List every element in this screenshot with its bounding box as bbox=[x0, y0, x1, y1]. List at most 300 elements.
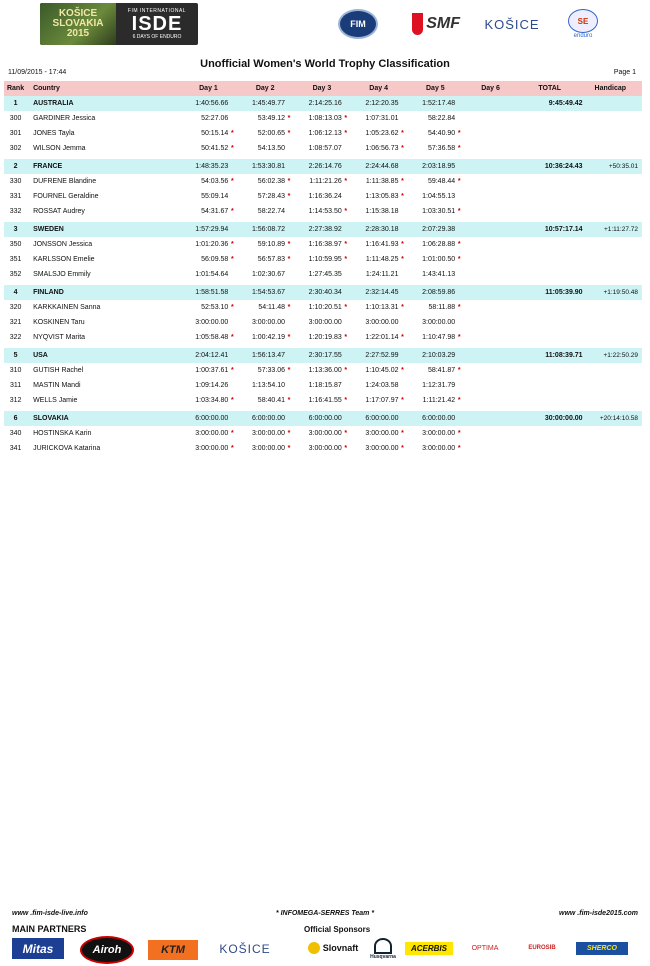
rider-day-time bbox=[237, 363, 294, 378]
rider-row bbox=[4, 237, 642, 252]
rider-row bbox=[4, 426, 642, 441]
rider-day-time bbox=[294, 363, 351, 378]
rider-day-value: 1:06:56.73 bbox=[365, 145, 399, 152]
rider-day-time bbox=[237, 189, 294, 204]
rider-row bbox=[4, 141, 642, 156]
team-day-time bbox=[351, 285, 408, 300]
counting-time-asterisk: * bbox=[230, 256, 234, 263]
counting-time-asterisk: * bbox=[230, 367, 234, 374]
rider-handicap bbox=[583, 426, 642, 441]
rider-day-value: 52:27.06 bbox=[201, 115, 229, 122]
rider-number: 352 bbox=[9, 271, 22, 278]
slovnaft-dot-icon bbox=[308, 942, 320, 954]
team-day-value: 2:07:29.38 bbox=[422, 226, 456, 233]
rider-day-time bbox=[294, 441, 351, 456]
team-day-value: 1:57:29.94 bbox=[195, 226, 229, 233]
rider-day-time bbox=[294, 189, 351, 204]
column-header: Day 5 bbox=[407, 81, 464, 96]
counting-time-asterisk: * bbox=[457, 256, 461, 263]
team-rank: 4 bbox=[4, 285, 27, 300]
rider-day-time bbox=[237, 441, 294, 456]
counting-time-asterisk: * bbox=[401, 430, 404, 437]
rider-day-time bbox=[181, 141, 238, 156]
team-day-value: 1:48:35.23 bbox=[195, 163, 229, 170]
kosice-logo: KOŠICE bbox=[484, 16, 540, 32]
team-day-value: 1:53:30.81 bbox=[251, 163, 286, 170]
rider-day-time bbox=[351, 189, 408, 204]
rider-total bbox=[517, 441, 583, 456]
rider-day-time bbox=[237, 141, 294, 156]
rider-number: 311 bbox=[9, 382, 22, 389]
rider-day-value: 55:09.14 bbox=[201, 193, 229, 200]
counting-time-asterisk: * bbox=[401, 130, 404, 137]
isde-logo-fim: FIM INTERNATIONAL bbox=[127, 8, 187, 14]
rider-number: 300 bbox=[9, 115, 22, 122]
isde-logo-brand: ISDE bbox=[131, 13, 183, 35]
footer-team: * INFOMEGA-SERRES Team * bbox=[275, 910, 375, 917]
rider-day-value: 57:36.58 bbox=[427, 145, 456, 152]
rider-day6 bbox=[464, 111, 517, 126]
rider-day-time bbox=[294, 126, 351, 141]
rider-day-value: 3:00:00.00 bbox=[195, 445, 229, 452]
counting-time-asterisk: * bbox=[230, 178, 234, 185]
rider-day-value: 1:15:38.18 bbox=[365, 208, 399, 215]
rider-day-value: 3:00:00.00 bbox=[251, 430, 286, 437]
column-header: Handicap bbox=[583, 81, 642, 96]
counting-time-asterisk: * bbox=[287, 256, 291, 263]
team-day6 bbox=[464, 348, 517, 363]
rider-day-time bbox=[237, 378, 294, 393]
rider-day-value: 1:16:41.55 bbox=[308, 397, 342, 404]
rider-day-time bbox=[181, 252, 238, 267]
rider-day-time bbox=[351, 393, 408, 408]
rider-day-time bbox=[181, 363, 238, 378]
team-day-value: 1:58:51.58 bbox=[195, 289, 229, 296]
rider-day-time bbox=[407, 393, 464, 408]
counting-time-asterisk: * bbox=[287, 430, 291, 437]
team-day6 bbox=[464, 159, 517, 174]
team-day-value: 2:30:40.34 bbox=[308, 289, 342, 296]
rider-day-value: 1:13:05.83 bbox=[365, 193, 399, 200]
rider-day-value: 58:22.84 bbox=[427, 115, 456, 122]
rider-day6 bbox=[464, 393, 517, 408]
team-handicap: +50:35.01 bbox=[583, 159, 642, 174]
official-sponsors-label: Official Sponsors bbox=[304, 925, 371, 934]
team-row bbox=[4, 348, 642, 363]
rider-day-value: 53:49.12 bbox=[257, 115, 286, 122]
fim-logo: FIM bbox=[338, 8, 378, 40]
team-row bbox=[4, 285, 642, 300]
rider-total bbox=[517, 363, 583, 378]
rider-total bbox=[517, 237, 583, 252]
rider-day-value: 1:02:30.67 bbox=[251, 271, 286, 278]
rider-row bbox=[4, 267, 642, 282]
team-day-value: 6:00:00.00 bbox=[422, 415, 456, 422]
rider-handicap bbox=[583, 141, 642, 156]
rider-day-value: 1:13:36.00 bbox=[308, 367, 342, 374]
team-row bbox=[4, 96, 642, 111]
rider-handicap bbox=[583, 252, 642, 267]
rider-day-value: 56:09.58 bbox=[201, 256, 229, 263]
rider-day-value: 1:12:31.79 bbox=[422, 382, 456, 389]
rider-day-value: 3:00:00.00 bbox=[365, 319, 399, 326]
rider-number: 340 bbox=[9, 430, 22, 437]
team-total: 10:36:24.43 bbox=[517, 159, 583, 174]
rider-name: ROSSAT Audrey bbox=[33, 208, 85, 215]
rider-day-value: 1:11:21.26 bbox=[309, 178, 342, 185]
team-day-value: 1:56:08.72 bbox=[251, 226, 286, 233]
rider-day-value: 1:24:11.21 bbox=[365, 271, 399, 278]
rider-row bbox=[4, 126, 642, 141]
counting-time-asterisk: * bbox=[401, 145, 404, 152]
rider-name: KARKKAINEN Sanna bbox=[33, 304, 101, 311]
rider-handicap bbox=[583, 237, 642, 252]
rider-row bbox=[4, 204, 642, 219]
rider-day-value: 3:00:00.00 bbox=[422, 445, 456, 452]
rider-handicap bbox=[583, 204, 642, 219]
counting-time-asterisk: * bbox=[287, 334, 291, 341]
rider-day-time bbox=[181, 126, 238, 141]
rider-day-value: 52:00.65 bbox=[257, 130, 286, 137]
rider-day-time bbox=[294, 315, 351, 330]
team-day-time bbox=[351, 348, 408, 363]
counting-time-asterisk: * bbox=[344, 430, 348, 437]
rider-day-time bbox=[181, 378, 238, 393]
rider-day-value: 54:11.48 bbox=[258, 304, 286, 311]
team-day-time bbox=[294, 411, 351, 426]
rider-day-time bbox=[237, 204, 294, 219]
rider-day-time bbox=[237, 111, 294, 126]
rider-day-value: 1:11:38.85 bbox=[365, 178, 399, 185]
team-day-value: 6:00:00.00 bbox=[308, 415, 342, 422]
rider-day6 bbox=[464, 426, 517, 441]
rider-day-value: 1:17:07.97 bbox=[365, 397, 399, 404]
rider-day-time bbox=[181, 174, 238, 189]
rider-day-time bbox=[407, 252, 464, 267]
counting-time-asterisk: * bbox=[230, 130, 234, 137]
rider-name: NYQVIST Marita bbox=[33, 334, 86, 341]
rider-handicap bbox=[583, 315, 642, 330]
rider-day-time bbox=[294, 252, 351, 267]
rider-day-time bbox=[294, 111, 351, 126]
counting-time-asterisk: * bbox=[287, 193, 291, 200]
rider-day-value: 1:16:36.24 bbox=[308, 193, 342, 200]
team-day-time bbox=[294, 348, 351, 363]
counting-time-asterisk: * bbox=[287, 178, 291, 185]
rider-day6 bbox=[464, 300, 517, 315]
live-link[interactable]: www .fim-isde-live.info bbox=[12, 910, 88, 917]
team-day-value: 1:52:17.48 bbox=[422, 100, 456, 107]
counting-time-asterisk: * bbox=[457, 130, 461, 137]
rider-day-time bbox=[237, 393, 294, 408]
counting-time-asterisk: * bbox=[457, 397, 461, 404]
column-header: Day 6 bbox=[464, 81, 517, 96]
rider-name: HOSTINSKA Karin bbox=[33, 430, 92, 437]
rider-day6 bbox=[464, 267, 517, 282]
team-day-value: 2:27:38.92 bbox=[308, 226, 342, 233]
rider-day-value: 1:01:54.64 bbox=[195, 271, 229, 278]
ktm-logo: KTM bbox=[148, 940, 198, 960]
team-rank: 6 bbox=[4, 411, 27, 426]
rider-day6 bbox=[464, 204, 517, 219]
rider-handicap bbox=[583, 330, 642, 345]
report-date: 11/09/2015 - 17:44 bbox=[8, 69, 67, 76]
rider-day-time bbox=[407, 204, 464, 219]
rider-day-value: 54:13.50 bbox=[257, 145, 286, 152]
rider-day-value: 1:10:45.02 bbox=[365, 367, 399, 374]
rider-day-value: 1:10:20.51 bbox=[308, 304, 342, 311]
team-day-time bbox=[407, 411, 464, 426]
team-total: 30:00:00.00 bbox=[517, 411, 583, 426]
eurosib-logo: EUROSIB bbox=[528, 945, 556, 951]
slovak-enduro-logo: SE enduro bbox=[563, 8, 603, 40]
rider-day-time bbox=[407, 141, 464, 156]
counting-time-asterisk: * bbox=[230, 208, 234, 215]
team-day-time bbox=[181, 285, 238, 300]
team-day-value: 1:54:53.67 bbox=[251, 289, 286, 296]
rider-day-value: 1:08:13.03 bbox=[308, 115, 342, 122]
rider-day-value: 1:00:37.61 bbox=[195, 367, 229, 374]
team-day-time bbox=[237, 348, 294, 363]
rider-day-time bbox=[351, 126, 408, 141]
rider-day-value: 54:31.67 bbox=[201, 208, 229, 215]
team-day-value: 2:28:30.18 bbox=[365, 226, 399, 233]
rider-day-value: 3:00:00.00 bbox=[365, 430, 399, 437]
rider-day-time bbox=[407, 237, 464, 252]
rider-day-value: 3:00:00.00 bbox=[195, 319, 229, 326]
rider-row bbox=[4, 315, 642, 330]
counting-time-asterisk: * bbox=[287, 115, 291, 122]
team-day-value: 1:40:56.66 bbox=[195, 100, 229, 107]
rider-day-time bbox=[237, 315, 294, 330]
counting-time-asterisk: * bbox=[344, 208, 348, 215]
rider-day-value: 1:27:45.35 bbox=[308, 271, 342, 278]
rider-day-time bbox=[181, 315, 238, 330]
team-rank: 3 bbox=[4, 222, 27, 237]
rider-day-time bbox=[181, 300, 238, 315]
rider-day-value: 58:41.87 bbox=[427, 367, 456, 374]
team-day-time bbox=[407, 285, 464, 300]
team-day-time bbox=[407, 159, 464, 174]
counting-time-asterisk: * bbox=[401, 367, 404, 374]
rider-day-value: 1:08:57.07 bbox=[308, 145, 342, 152]
slovak-shield-icon bbox=[412, 13, 423, 35]
rider-total bbox=[517, 393, 583, 408]
rider-day-time bbox=[351, 204, 408, 219]
rider-day-value: 1:06:12.13 bbox=[308, 130, 342, 137]
rider-number: 330 bbox=[9, 178, 22, 185]
rider-day-value: 1:24:03.58 bbox=[365, 382, 399, 389]
rider-day-time bbox=[294, 426, 351, 441]
rider-day-value: 3:00:00.00 bbox=[308, 430, 342, 437]
rider-total bbox=[517, 267, 583, 282]
rider-day-value: 1:16:38.97 bbox=[308, 241, 342, 248]
counting-time-asterisk: * bbox=[457, 430, 461, 437]
rider-day-time bbox=[294, 141, 351, 156]
team-day-value: 2:30:17.55 bbox=[308, 352, 342, 359]
rider-day-time bbox=[181, 426, 238, 441]
rider-total bbox=[517, 111, 583, 126]
rider-day-time bbox=[237, 300, 294, 315]
counting-time-asterisk: * bbox=[401, 304, 404, 311]
counting-time-asterisk: * bbox=[457, 304, 461, 311]
rider-day-value: 3:00:00.00 bbox=[251, 445, 286, 452]
team-day6 bbox=[464, 96, 517, 111]
rider-day6 bbox=[464, 252, 517, 267]
counting-time-asterisk: * bbox=[230, 334, 234, 341]
rider-day-time bbox=[237, 174, 294, 189]
slovnaft-logo: Slovnaft bbox=[305, 939, 361, 957]
rider-day-time bbox=[237, 426, 294, 441]
team-day-time bbox=[407, 222, 464, 237]
counting-time-asterisk: * bbox=[230, 145, 234, 152]
counting-time-asterisk: * bbox=[230, 397, 234, 404]
counting-time-asterisk: * bbox=[344, 367, 348, 374]
team-total: 9:45:49.42 bbox=[517, 96, 583, 111]
isde-logo bbox=[40, 3, 198, 45]
rider-day-value: 3:00:00.00 bbox=[308, 445, 342, 452]
team-handicap: +1:11:27.72 bbox=[583, 222, 642, 237]
rider-day6 bbox=[464, 330, 517, 345]
rider-day-value: 1:14:53.50 bbox=[308, 208, 342, 215]
isde-logo-sub: 6 DAYS OF ENDURO bbox=[132, 34, 182, 40]
team-day-time bbox=[181, 159, 238, 174]
rider-name: JONSSON Jessica bbox=[33, 241, 93, 248]
rider-day-value: 3:00:00.00 bbox=[195, 430, 229, 437]
rider-day-time bbox=[407, 426, 464, 441]
main-partners-label: MAIN PARTNERS bbox=[12, 924, 87, 934]
smf-logo: SMF bbox=[412, 8, 460, 40]
rider-day-value: 57:28.43 bbox=[257, 193, 286, 200]
rider-total bbox=[517, 204, 583, 219]
official-site-link[interactable]: www .fim-isde2015.com bbox=[559, 910, 638, 917]
team-handicap: +1:19:50.48 bbox=[583, 285, 642, 300]
rider-day-time bbox=[237, 126, 294, 141]
rider-name: JONES Tayla bbox=[33, 130, 75, 137]
rider-day-time bbox=[407, 330, 464, 345]
team-day-time bbox=[351, 411, 408, 426]
team-day-value: 2:24:44.68 bbox=[365, 163, 399, 170]
counting-time-asterisk: * bbox=[401, 256, 404, 263]
rider-handicap bbox=[583, 126, 642, 141]
team-day-time bbox=[181, 411, 238, 426]
rider-day-time bbox=[351, 174, 408, 189]
team-total: 10:57:17.14 bbox=[517, 222, 583, 237]
rider-day-time bbox=[294, 300, 351, 315]
team-day-value: 2:12:20.35 bbox=[365, 100, 399, 107]
team-country: SLOVAKIA bbox=[27, 411, 181, 426]
rider-day-value: 54:03.56 bbox=[201, 178, 229, 185]
rider-number: 302 bbox=[9, 145, 22, 152]
counting-time-asterisk: * bbox=[287, 130, 291, 137]
counting-time-asterisk: * bbox=[344, 397, 348, 404]
rider-day-time bbox=[181, 237, 238, 252]
rider-row bbox=[4, 300, 642, 315]
team-day-value: 2:27:52.99 bbox=[365, 352, 399, 359]
rider-name: GARDINER Jessica bbox=[33, 115, 96, 122]
rider-day-value: 1:43:41.13 bbox=[422, 271, 456, 278]
team-day-time bbox=[181, 96, 238, 111]
counting-time-asterisk: * bbox=[230, 241, 234, 248]
rider-row bbox=[4, 174, 642, 189]
team-rank: 2 bbox=[4, 159, 27, 174]
rider-day-value: 50:15.14 bbox=[201, 130, 229, 137]
sherco-logo: SHERCO bbox=[576, 942, 628, 955]
rider-total bbox=[517, 315, 583, 330]
rider-day-value: 1:10:13.31 bbox=[365, 304, 399, 311]
team-day-time bbox=[351, 96, 408, 111]
rider-day-time bbox=[237, 267, 294, 282]
rider-number: 322 bbox=[9, 334, 22, 341]
rider-day6 bbox=[464, 378, 517, 393]
rider-day-value: 58:40.41 bbox=[257, 397, 286, 404]
team-day-value: 2:10:03.29 bbox=[422, 352, 456, 359]
rider-day-time bbox=[351, 267, 408, 282]
classification-table bbox=[4, 81, 642, 456]
rider-handicap bbox=[583, 267, 642, 282]
team-day6 bbox=[464, 222, 517, 237]
airoh-logo: Airoh bbox=[80, 936, 134, 964]
team-day-value: 6:00:00.00 bbox=[365, 415, 399, 422]
counting-time-asterisk: * bbox=[457, 334, 461, 341]
team-handicap bbox=[583, 96, 642, 111]
team-day-time bbox=[181, 348, 238, 363]
rider-total bbox=[517, 426, 583, 441]
counting-time-asterisk: * bbox=[344, 241, 348, 248]
rider-day-value: 1:16:41.93 bbox=[365, 241, 399, 248]
team-day-time bbox=[237, 159, 294, 174]
isde-logo-year: 2015 bbox=[66, 28, 90, 39]
rider-number: 312 bbox=[9, 397, 22, 404]
team-day-time bbox=[237, 96, 294, 111]
rider-day-value: 1:03:30.51 bbox=[422, 208, 456, 215]
team-total: 11:05:39.90 bbox=[517, 285, 583, 300]
rider-handicap bbox=[583, 393, 642, 408]
rider-day-time bbox=[351, 363, 408, 378]
rider-day-time bbox=[407, 267, 464, 282]
counting-time-asterisk: * bbox=[287, 445, 291, 452]
isde-logo-country: SLOVAKIA bbox=[52, 18, 104, 29]
team-day-value: 6:00:00.00 bbox=[195, 415, 229, 422]
counting-time-asterisk: * bbox=[401, 178, 404, 185]
counting-time-asterisk: * bbox=[287, 367, 291, 374]
team-country: AUSTRALIA bbox=[27, 96, 181, 111]
rider-day-time bbox=[181, 393, 238, 408]
rider-day-value: 1:00:42.19 bbox=[251, 334, 286, 341]
team-rank: 1 bbox=[4, 96, 27, 111]
rider-day-time bbox=[181, 189, 238, 204]
rider-day-time bbox=[294, 393, 351, 408]
column-header: Rank bbox=[4, 81, 27, 96]
team-day-value: 2:32:14.45 bbox=[365, 289, 399, 296]
rider-day-time bbox=[294, 267, 351, 282]
column-header: Day 4 bbox=[351, 81, 408, 96]
rider-day-value: 3:00:00.00 bbox=[422, 319, 456, 326]
counting-time-asterisk: * bbox=[344, 445, 348, 452]
table-header-row bbox=[4, 81, 642, 96]
husqvarna-crown-icon bbox=[374, 938, 392, 954]
rider-name: MASTIN Mandi bbox=[33, 382, 81, 389]
team-day-time bbox=[237, 222, 294, 237]
team-day-time bbox=[181, 222, 238, 237]
counting-time-asterisk: * bbox=[344, 130, 348, 137]
rider-day6 bbox=[464, 441, 517, 456]
counting-time-asterisk: * bbox=[401, 193, 404, 200]
rider-day-time bbox=[407, 174, 464, 189]
rider-day-time bbox=[407, 111, 464, 126]
rider-day-time bbox=[294, 330, 351, 345]
team-day-time bbox=[351, 159, 408, 174]
